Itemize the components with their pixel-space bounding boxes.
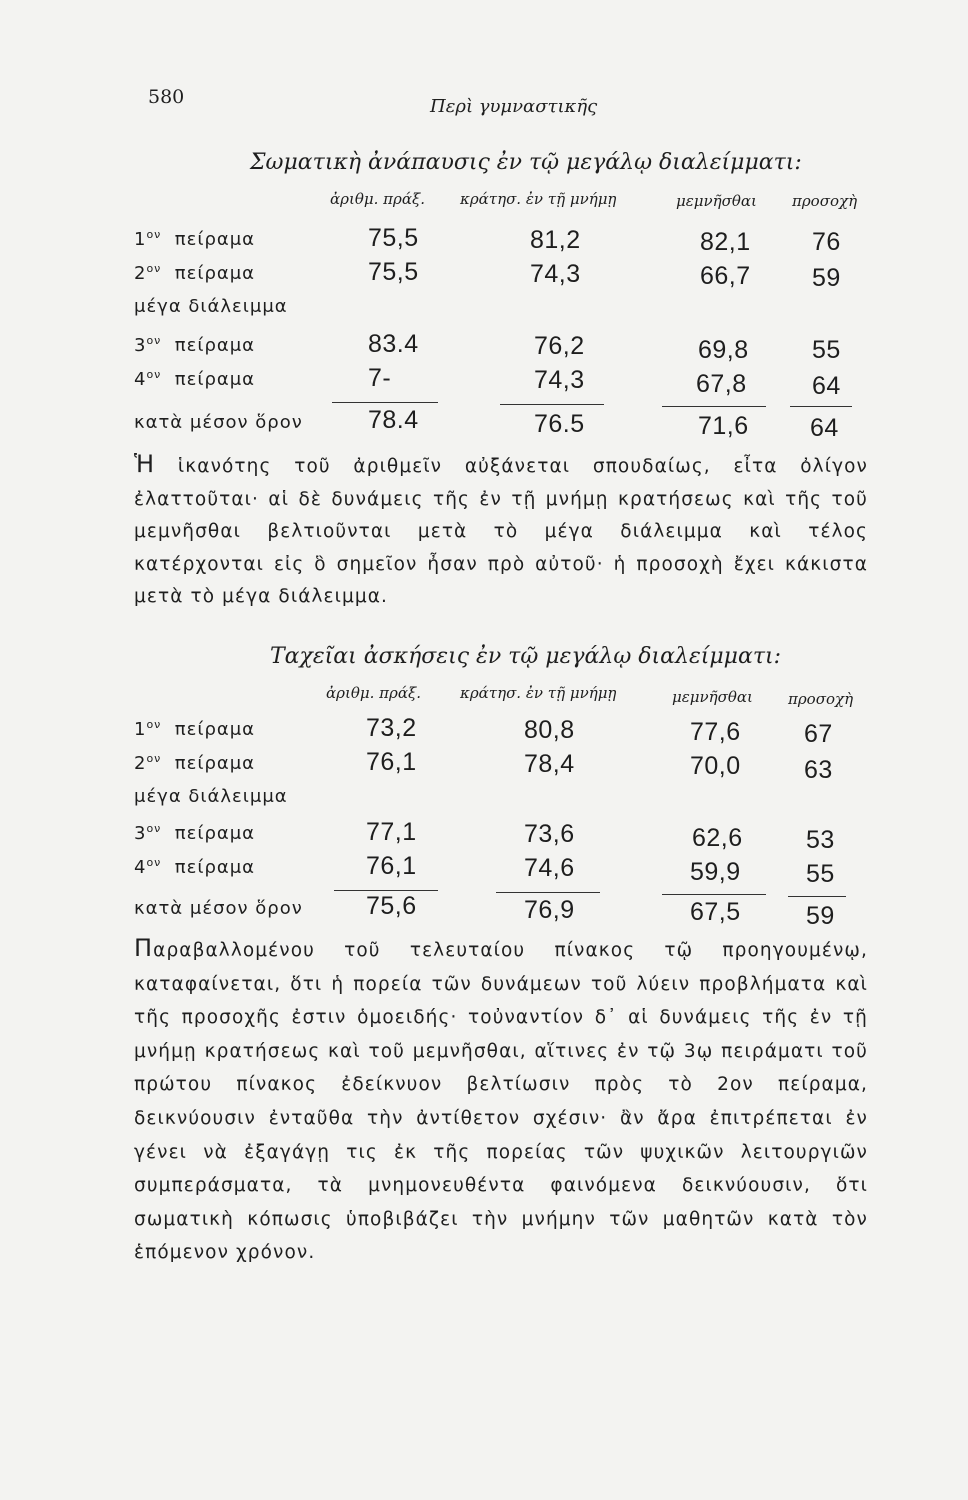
paragraph-2: Παραβαλλομένου τοῦ τελευταίου πίνακος τῷ προηγουμένῳ, καταφαίνεται, ὅτι ἡ πορεία τῶν δυνάμεων τοῦ λύειν προβλήματα καὶ τῆς προσοχῆς ἐστιν ὁμοειδής· τοὐναντίον δ᾽ αἱ δυνάμεις τῆς ἐν τῇ μνήμῃ κρατήσεως καὶ τοῦ μεμνῆσθαι, αἵτινες ἐν τῷ 3ῳ πειράματι τοῦ πρώτου πίνακος ἐδείκνυον βελτίωσιν πρὸς τὸ 2ον πείραμα, δεικνύουσιν ἐνταῦθα τὴν ἀντίθετον σχέσιν· ἂν ἄρα ἐπιτρέπεται ἐν γένει νὰ ἐξαγάγῃ τις ἐκ τῆς πορείας τῶν ψυχικῶν λειτουργιῶν συμπεράσματα, τὰ μνημονευθέντα φαινόμενα δεικνύουσιν, ὅτι σωματικὴ κόπωσις ὑποβιβάζει τὴν μνήμην τῶν μαθητῶν κατὰ τὸν ἑπόμενον χρόνον. — [134, 934, 868, 1264]
table2-avg-label: κατὰ μέσον ὅρον — [134, 898, 303, 919]
table2-sum-rule — [496, 892, 600, 893]
table1-cell: 55 — [812, 336, 841, 364]
table2-cell: 77,1 — [366, 818, 417, 846]
table1-row-label: $3^{o\nu}$ πείραμα — [134, 334, 256, 356]
table2-cell: 59,9 — [690, 858, 741, 886]
table2-cell: 73,6 — [524, 820, 575, 848]
table1-sum-rule — [790, 406, 852, 407]
running-head: Περὶ γυμναστικῆς — [430, 96, 598, 117]
table1-sum-rule — [662, 406, 766, 407]
table2-header-arithm: ἀριθμ. πράξ. — [326, 684, 421, 702]
table1-title: Σωματικὴ ἀνάπαυσις ἐν τῷ μεγάλῳ διαλείμματι: — [250, 150, 802, 175]
table1-header-prosochi: προσοχὴ — [792, 192, 858, 210]
table2-cell: 62,6 — [692, 824, 743, 852]
table2-header-prosochi: προσοχὴ — [788, 690, 854, 708]
table2-cell: 55 — [806, 860, 835, 888]
table2-cell: 63 — [804, 756, 833, 784]
table2-cell: 76,1 — [366, 852, 417, 880]
table1-cell: 75,5 — [368, 224, 419, 252]
table1-avg-cell: 78.4 — [368, 406, 419, 434]
table1-row-label: $1^{o\nu}$ πείραμα — [134, 228, 256, 250]
table2-row-label: $2^{o\nu}$ πείραμα — [134, 752, 256, 774]
table1-cell: 74,3 — [534, 366, 585, 394]
table1-cell: 74,3 — [530, 260, 581, 288]
table1-cell: 64 — [812, 372, 841, 400]
table2-sum-rule — [334, 890, 438, 891]
paragraph-1: Ἡ ἱκανότης τοῦ ἀριθμεῖν αὐξάνεται σπουδαίως, εἶτα ὀλίγον ἐλαττοῦται· αἱ δὲ δυνάμεις τῆς ἐν τῇ μνήμῃ κρατήσεως καὶ τῆς τοῦ μεμνῆσθαι βελτιοῦνται μετὰ τὸ μέγα διάλειμμα καὶ τέλος κατέρχονται εἰς ὃ σημεῖον ἦσαν πρὸ αὐτοῦ· ἡ προσοχὴ ἔχει κάκιστα μετὰ τὸ μέγα διάλειμμα. — [134, 450, 868, 607]
table1-row-label: $4^{o\nu}$ πείραμα — [134, 368, 256, 390]
table2-cell: 74,6 — [524, 854, 575, 882]
table1-cell: 75,5 — [368, 258, 419, 286]
table1-cell: 82,1 — [700, 228, 751, 256]
table1-avg-cell: 71,6 — [698, 412, 749, 440]
table2-avg-cell: 59 — [806, 902, 835, 930]
table1-avg-cell: 64 — [810, 414, 839, 442]
table2-sum-rule — [788, 896, 846, 897]
table2-cell: 78,4 — [524, 750, 575, 778]
table2-cell: 73,2 — [366, 714, 417, 742]
table1-header-arithm: ἀριθμ. πράξ. — [330, 190, 425, 208]
table1-sum-rule — [500, 404, 604, 405]
table2-avg-cell: 67,5 — [690, 898, 741, 926]
page-number: 580 — [148, 86, 185, 108]
table2-sum-rule — [662, 894, 766, 895]
table1-cell: 81,2 — [530, 226, 581, 254]
table1-cell: 7‑ — [368, 364, 392, 392]
table2-cell: 53 — [806, 826, 835, 854]
table1-avg-label: κατὰ μέσον ὅρον — [134, 412, 303, 433]
table2-break-label: μέγα διάλειμμα — [134, 786, 288, 807]
table2-title: Ταχεῖαι ἀσκήσεις ἐν τῷ μεγάλῳ διαλείμματι: — [270, 644, 782, 669]
table2-cell: 70,0 — [690, 752, 741, 780]
table1-cell: 66,7 — [700, 262, 751, 290]
table2-avg-cell: 75,6 — [366, 892, 417, 920]
table1-header-memnisthai: μεμνῆσθαι — [676, 192, 757, 210]
table2-header-kratisis: κράτησ. ἐν τῇ μνήμῃ — [460, 684, 617, 702]
table1-cell: 76 — [812, 228, 841, 256]
table1-cell: 67,8 — [696, 370, 747, 398]
table1-avg-cell: 76.5 — [534, 410, 585, 438]
table2-row-label: $3^{o\nu}$ πείραμα — [134, 822, 256, 844]
table1-header-kratisis: κράτησ. ἐν τῇ μνήμῃ — [460, 190, 617, 208]
table2-cell: 76,1 — [366, 748, 417, 776]
table2-row-label: $4^{o\nu}$ πείραμα — [134, 856, 256, 878]
table1-sum-rule — [332, 402, 438, 403]
table1-row-label: $2^{o\nu}$ πείραμα — [134, 262, 256, 284]
table2-header-memnisthai: μεμνῆσθαι — [672, 688, 753, 706]
table1-cell: 76,2 — [534, 332, 585, 360]
table1-break-label: μέγα διάλειμμα — [134, 296, 288, 317]
table1-cell: 59 — [812, 264, 841, 292]
table2-row-label: $1^{o\nu}$ πείραμα — [134, 718, 256, 740]
table1-cell: 83.4 — [368, 330, 419, 358]
table1-cell: 69,8 — [698, 336, 749, 364]
table2-avg-cell: 76,9 — [524, 896, 575, 924]
table2-cell: 67 — [804, 720, 833, 748]
table2-cell: 77,6 — [690, 718, 741, 746]
table2-cell: 80,8 — [524, 716, 575, 744]
